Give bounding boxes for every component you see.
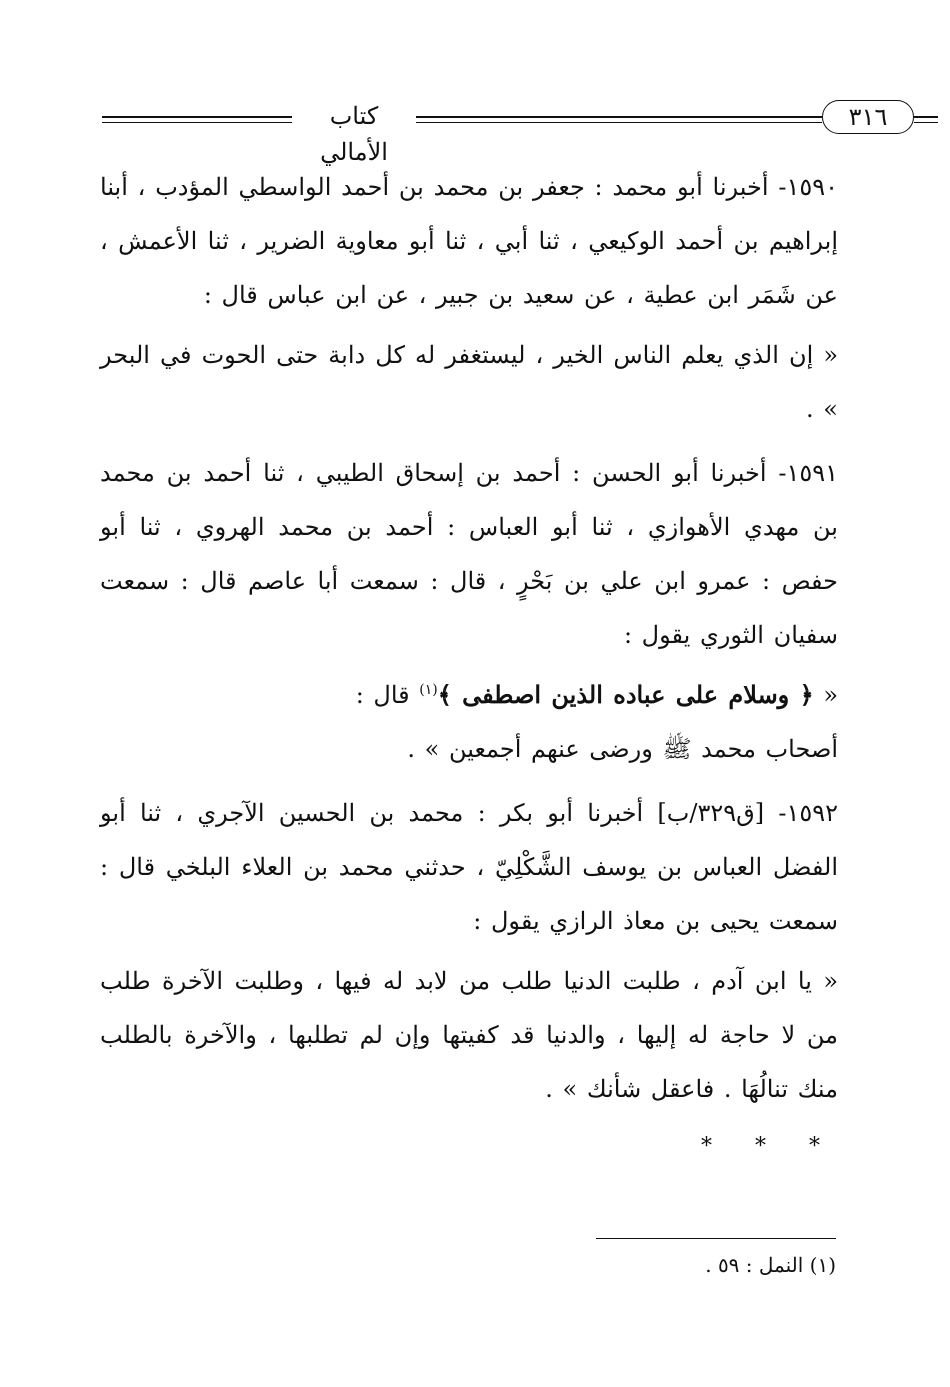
header-rule-right-thin <box>914 122 938 123</box>
header-rule-left <box>102 116 292 118</box>
section-separator: * * * <box>701 1134 838 1159</box>
header-rule-middle <box>416 116 822 118</box>
header-rule-left-thin <box>102 122 292 123</box>
page-number: ٣١٦ <box>822 100 914 134</box>
quote-1592: « يا ابن آدم ، طلبت الدنيا طلب من لابد له فيها ، وطلبت الآخرة طلب من لا حاجة له إليها ، والدنيا قد كفيتها وإن لم تطلبها ، والآخرة بالطلب منك تنالُهَا . فاعقل شأنك » . <box>100 967 839 1103</box>
quran-verse: ﴿ وسلام على عباده الذين اصطفى ﴾ <box>437 680 814 709</box>
header-rule-middle-thin <box>416 122 822 123</box>
quote-1590: « إن الذي يعلم الناس الخير ، ليستغفر له كل دابة حتى الحوت في البحر » . <box>100 341 838 423</box>
quote-open-mark: « <box>813 681 838 709</box>
header-rule-right <box>914 116 938 118</box>
hadith-1592: ١٥٩٢- [ق٣٢٩/ب] أخبرنا أبو بكر : محمد بن الحسين الآجري ، ثنا أبو الفضل العباس بن يوسف الشَّكْلِيّ ، حدثني محمد بن العلاء البلخي قال : سمعت يحيى بن معاذ الرازي يقول : <box>100 799 838 935</box>
hadith-1590: ١٥٩٠- أخبرنا أبو محمد : جعفر بن محمد بن أحمد الواسطي المؤدب ، أبنا إبراهيم بن أحمد الوكيعي ، ثنا أبي ، ثنا أبو معاوية الضرير ، ثنا الأعمش ، عن شَمَر ابن عطية ، عن سعيد بن جبير ، عن ابن عباس قال : <box>100 173 838 309</box>
hadith-1591: ١٥٩١- أخبرنا أبو الحسن : أحمد بن إسحاق الطيبي ، ثنا أحمد بن محمد بن مهدي الأهوازي ، ثنا أبو العباس : أحمد بن محمد الهروي ، ثنا أبو حفص : عمرو ابن علي بن بَحْرٍ ، قال : سمعت أبا عاصم قال : سمعت سفيان الثوري يقول : <box>100 459 838 649</box>
footnote-rule <box>596 1238 836 1239</box>
quote-said: قال : <box>355 681 420 709</box>
footnote-1: (١) النمل : ٥٩ . <box>705 1253 836 1277</box>
page-header <box>102 98 888 166</box>
page-content <box>100 160 838 1159</box>
footnote-ref-1[interactable]: (١) <box>419 682 438 698</box>
book-title: كتاب الأمالي <box>292 98 416 170</box>
quote-1591-continuation: أصحاب محمد ﷺ ورضى عنهم أجمعين » . <box>407 735 838 763</box>
quote-1591-verse-line <box>100 668 838 722</box>
